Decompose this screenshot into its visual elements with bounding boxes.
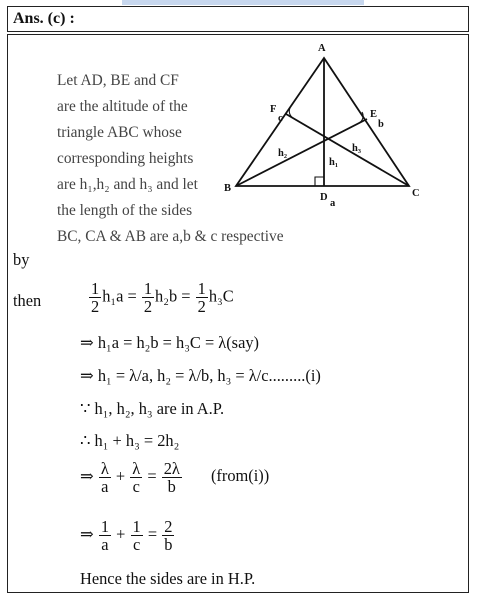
altitude-be (236, 119, 367, 186)
foot-label-e: E (370, 109, 378, 120)
term-h2b: h₂b = (155, 286, 191, 306)
height-label-h1: h₁ (329, 157, 338, 168)
equals-sign: = (147, 524, 158, 544)
description-line: BC, CA & AB are a,b & c respective (57, 228, 284, 245)
height-label-h2: h₂ (278, 148, 287, 159)
height-label-h3: h₃ (352, 143, 361, 154)
description-line: are h₁,h₂ and h₃ and let (57, 176, 198, 193)
description-line: are the altitude of the (57, 98, 188, 115)
vertex-label-a: A (318, 43, 326, 54)
description-line: corresponding heights (57, 150, 194, 167)
fraction-lambda-a: $\frac{\lambda}{a}$ (100, 459, 109, 496)
description-line: the length of the sides (57, 202, 193, 219)
then-text: then (13, 291, 42, 310)
equation-7 (80, 518, 175, 553)
term-h3c: h₃C (208, 286, 234, 306)
fraction-1-c: $\frac{1}{c}$ (132, 517, 141, 554)
term-h1a: h₁a = (102, 286, 137, 306)
plus-sign: + (116, 524, 126, 544)
foot-label-d: D (320, 192, 328, 203)
equation-6 (80, 460, 269, 495)
description-line: triangle ABC whose (57, 124, 182, 141)
vertex-label-b: B (224, 183, 232, 194)
side-label-a: a (330, 198, 336, 209)
right-angle-mark-d (315, 177, 324, 186)
equals-sign: = (147, 466, 157, 486)
plus-sign: + (115, 466, 126, 486)
by-text: by (13, 250, 30, 269)
equation-2: ⇒ h₁a = h₂b = h₃C = λ(say) (80, 333, 259, 352)
foot-label-f: F (270, 104, 277, 115)
fraction-2-b: $\frac{2}{b}$ (164, 517, 173, 554)
equation-4: ∵ h₁, h₂, h₃ are in A.P. (80, 399, 225, 418)
fraction-half: $\frac{1}{2}$ (143, 279, 153, 316)
conclusion-text: Hence the sides are in H.P. (80, 569, 256, 588)
answer-title: Ans. (c) : (13, 10, 75, 27)
equation-3: ⇒ h₁ = λ/a, h₂ = λ/b, h₃ = λ/c.........(i) (80, 366, 321, 385)
equation-5: ∴ h₁ + h₃ = 2h₂ (80, 431, 180, 450)
fraction-half: $\frac{1}{2}$ (197, 279, 206, 316)
implies-arrow: ⇒ (80, 524, 94, 544)
fraction-half: $\frac{1}{2}$ (91, 279, 100, 316)
fraction-1-a: $\frac{1}{a}$ (100, 517, 110, 554)
equation-1 (88, 280, 234, 315)
description-line: Let AD, BE and CF (57, 72, 179, 89)
vertex-label-c: C (412, 188, 420, 199)
fraction-2lambda-b: $\frac{2\lambda}{b}$ (163, 459, 180, 496)
fraction-lambda-c: $\frac{\lambda}{c}$ (132, 459, 141, 496)
side-label-c: c (278, 113, 283, 124)
side-label-b: b (378, 119, 384, 130)
reference-note: (from(i)) (210, 466, 270, 486)
implies-arrow: ⇒ (80, 466, 94, 486)
